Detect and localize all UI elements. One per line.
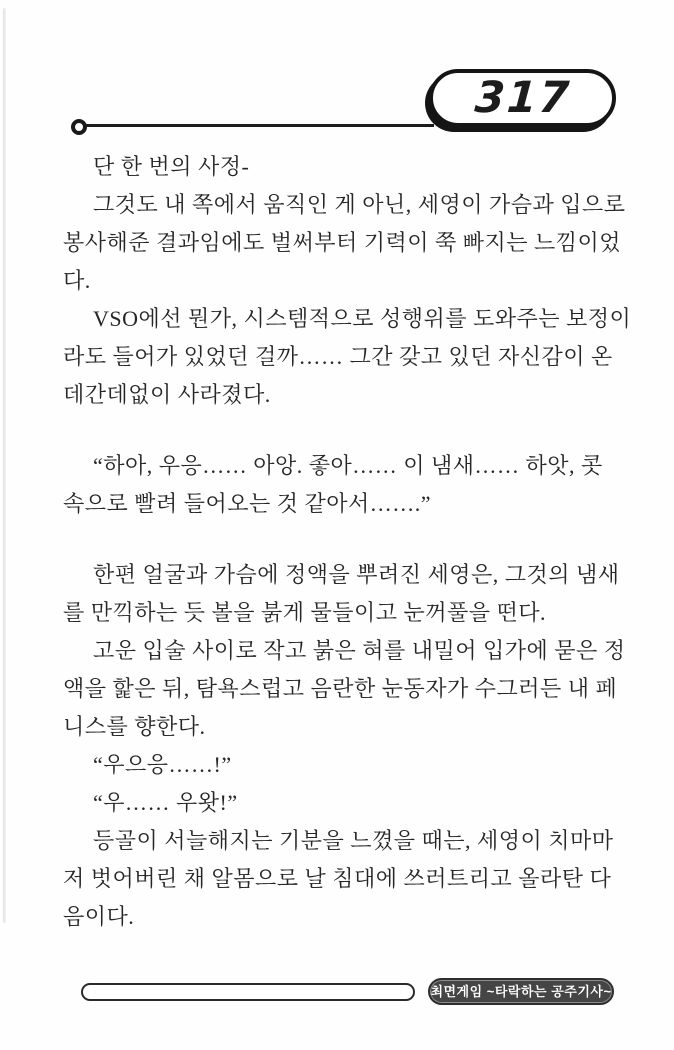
page-number-badge (429, 69, 616, 127)
body-text (63, 148, 632, 936)
header-rule (86, 124, 434, 127)
text-line: 등골이 서늘해지는 기분을 느꼈을 때는, 세영이 치마마 (93, 828, 614, 853)
text-line: VSO에선 뭔가, 시스템적으로 성행위를 도와주는 보정이 (93, 306, 632, 331)
text-line: 그것도 내 쪽에서 움직인 게 아닌, 세영이 가슴과 입으로 (93, 192, 626, 217)
text-line: “우…… 우왓!” (93, 790, 238, 815)
text-line: “하아, 우응…… 아앙. 좋아…… 이 냄새…… 하앗, 콧 (93, 453, 603, 478)
text-line: 봉사해준 결과임에도 벌써부터 기력이 쭉 빠지는 느낌이었 (63, 230, 622, 255)
series-title-badge (428, 978, 614, 1005)
blank-line (63, 414, 615, 447)
blank-line (63, 523, 615, 556)
footer-pill (81, 983, 415, 1001)
text-line: 고운 입술 사이로 작고 붉은 혀를 내밀어 입가에 묻은 정 (93, 638, 626, 663)
text-line: 액을 핥은 뒤, 탐욕스럽고 음란한 눈동자가 수그러든 내 페 (63, 676, 618, 701)
text-line: 를 만끽하는 듯 볼을 붉게 물들이고 눈꺼풀을 떤다. (63, 600, 547, 625)
text-line: 니스를 향한다. (63, 714, 206, 739)
text-line: 저 벗어버린 채 알몸으로 날 침대에 쓰러트리고 올라탄 다 (63, 866, 612, 891)
rule-end-ring-icon (71, 119, 87, 135)
page-number: 317 (472, 72, 573, 123)
text-line: “우으응……!” (93, 752, 232, 777)
scan-edge-artifact (3, 8, 6, 923)
text-line: 라도 들어가 있었던 걸까…… 그간 갖고 있던 자신감이 온 (63, 344, 613, 369)
text-line: 단 한 번의 사정- (93, 154, 250, 179)
text-line: 한편 얼굴과 가슴에 정액을 뿌려진 세영은, 그것의 냄새 (93, 562, 620, 587)
text-line: 데간데없이 사라졌다. (63, 382, 271, 407)
series-title: 최면게임 ~타락하는 공주기사~ (430, 984, 612, 999)
text-line: 속으로 빨려 들어오는 것 같아서…….” (63, 491, 432, 516)
text-line: 다. (63, 268, 91, 293)
text-line: 음이다. (63, 904, 135, 929)
